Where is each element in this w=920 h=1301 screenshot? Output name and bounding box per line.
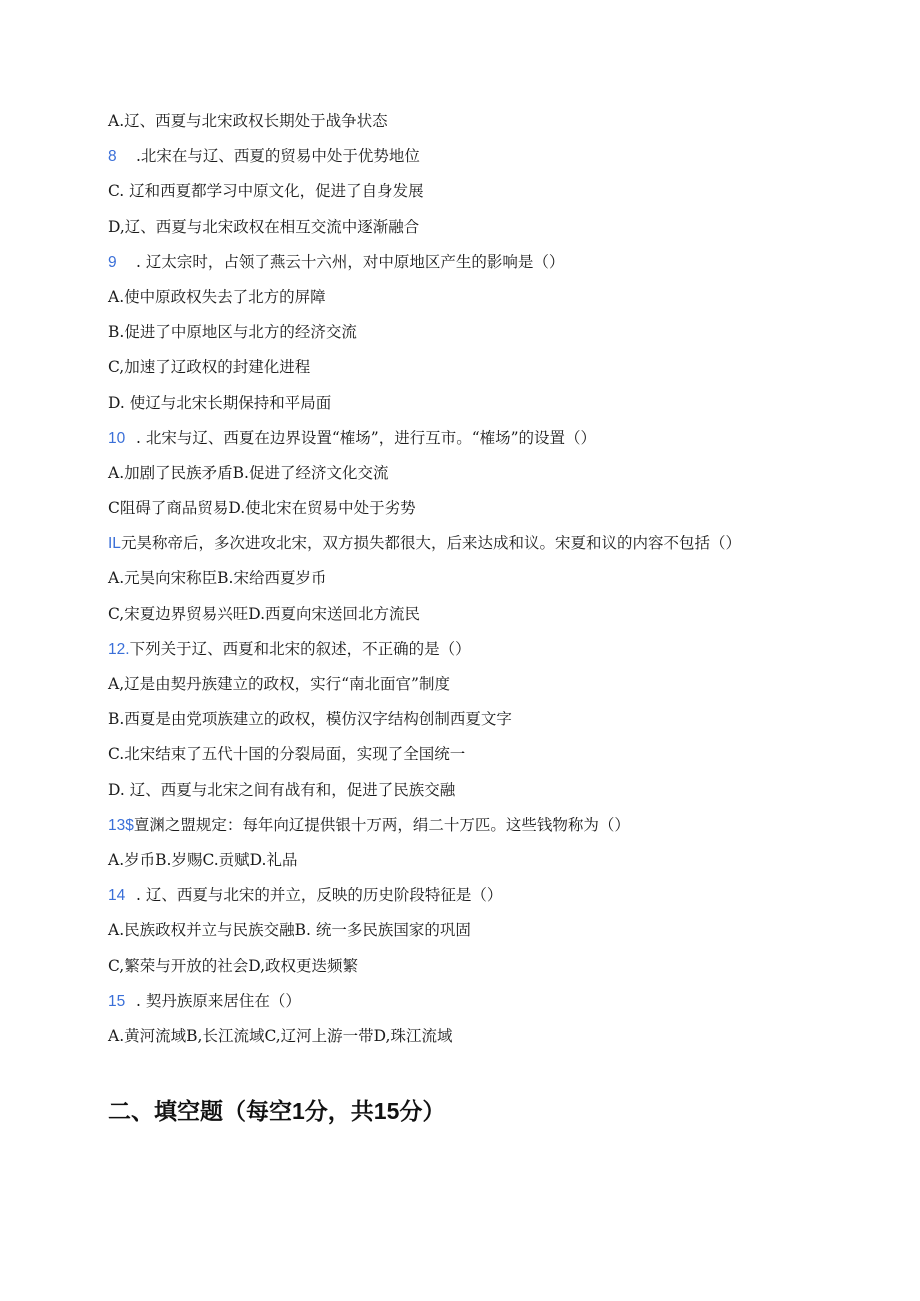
- line-text: B.促进了中原地区与北方的经济交流: [108, 323, 357, 342]
- question-line: [108, 988, 888, 1023]
- option-line: [108, 460, 888, 495]
- line-text: B.西夏是由党项族建立的政权，模仿汉字结构创制西夏文字: [108, 710, 512, 729]
- option-line: [108, 108, 888, 143]
- option-line: [108, 953, 888, 988]
- line-text: C,宋夏边界贸易兴旺D.西夏向宋送回北方流民: [108, 604, 421, 623]
- option-line: [108, 741, 888, 776]
- line-text: . 契丹族原来居住在（）: [136, 991, 301, 1010]
- line-text: D. 使辽与北宋长期保持和平局面: [108, 393, 332, 412]
- section-heading: 二、填空题（每空1分，共15分）: [108, 1098, 446, 1125]
- line-text: D,辽、西夏与北宋政权在相互交流中逐渐融合: [108, 217, 420, 236]
- option-line: [108, 319, 888, 354]
- option-line: [108, 390, 888, 425]
- option-line: [108, 671, 888, 706]
- option-line: [108, 354, 888, 389]
- option-line: [108, 495, 888, 530]
- option-line: [108, 1023, 888, 1058]
- document-page: [108, 108, 888, 1126]
- line-text: A.加剧了民族矛盾B.促进了经济文化交流: [108, 463, 389, 482]
- question-number: 13$: [108, 816, 134, 834]
- line-text: C阻碍了商品贸易D.使北宋在贸易中处于劣势: [108, 499, 416, 518]
- line-text: C,加速了辽政权的封建化进程: [108, 358, 311, 377]
- question-number: 9: [108, 253, 117, 271]
- line-text: . 辽太宗时，占领了燕云十六州，对中原地区产生的影响是（）: [136, 252, 565, 271]
- question-line: [108, 812, 888, 847]
- line-text: C.北宋结束了五代十国的分裂局面，实现了全国统一: [108, 745, 466, 764]
- question-line: [108, 425, 888, 460]
- question-number: 12.: [108, 640, 130, 658]
- line-text: 元昊称帝后，多次进攻北宋，双方损失都很大，后来达成和议。宋夏和议的内容不包括（）: [120, 534, 741, 553]
- line-text: C. 辽和西夏都学习中原文化，促进了自身发展: [108, 182, 424, 201]
- line-text: A,辽是由契丹族建立的政权，实行“南北面官”制度: [108, 675, 450, 693]
- question-number: 8: [108, 148, 117, 166]
- option-line: [108, 565, 888, 600]
- question-line: [108, 143, 888, 178]
- line-text: A.民族政权并立与民族交融B. 统一多民族国家的巩固: [108, 921, 471, 940]
- option-line: [108, 917, 888, 952]
- option-line: [108, 777, 888, 812]
- question-list: [108, 108, 888, 1058]
- question-number: IL: [108, 535, 121, 553]
- line-text: A.岁币B.岁赐C.贡赋D.礼品: [108, 850, 298, 869]
- option-line: [108, 847, 888, 882]
- option-line: [108, 284, 888, 319]
- question-line: [108, 530, 888, 565]
- line-text: 亶渊之盟规定：每年向辽提供银十万两，绢二十万匹。这些钱物称为（）: [133, 815, 630, 834]
- question-line: [108, 249, 888, 284]
- line-text: . 北宋与辽、西夏在边界设置“榷场”，进行互市。“榷场”的设置（）: [136, 428, 597, 447]
- line-text: D. 辽、西夏与北宋之间有战有和，促进了民族交融: [108, 780, 456, 799]
- question-number: 14: [108, 887, 126, 905]
- question-line: [108, 636, 888, 671]
- line-text: A.使中原政权失去了北方的屏障: [108, 287, 326, 306]
- question-number: 10: [108, 429, 126, 447]
- line-text: A.黄河流域B,长江流域C,辽河上游一带D,珠江流域: [108, 1026, 453, 1045]
- line-text: A.辽、西夏与北宋政权长期处于战争状态: [108, 112, 388, 130]
- question-line: [108, 882, 888, 917]
- option-line: [108, 706, 888, 741]
- line-text: A.元昊向宋称臣B.宋给西夏岁币: [108, 569, 327, 588]
- option-line: [108, 601, 888, 636]
- line-text: . 辽、西夏与北宋的并立，反映的历史阶段特征是（）: [136, 886, 503, 905]
- line-text: 下列关于辽、西夏和北宋的叙述，不正确的是（）: [129, 639, 471, 658]
- question-number: 15: [108, 992, 126, 1010]
- line-text: .北宋在与辽、西夏的贸易中处于优势地位: [136, 147, 420, 166]
- option-line: [108, 214, 888, 249]
- option-line: [108, 178, 888, 213]
- line-text: C,繁荣与开放的社会D,政权更迭频繁: [108, 956, 359, 975]
